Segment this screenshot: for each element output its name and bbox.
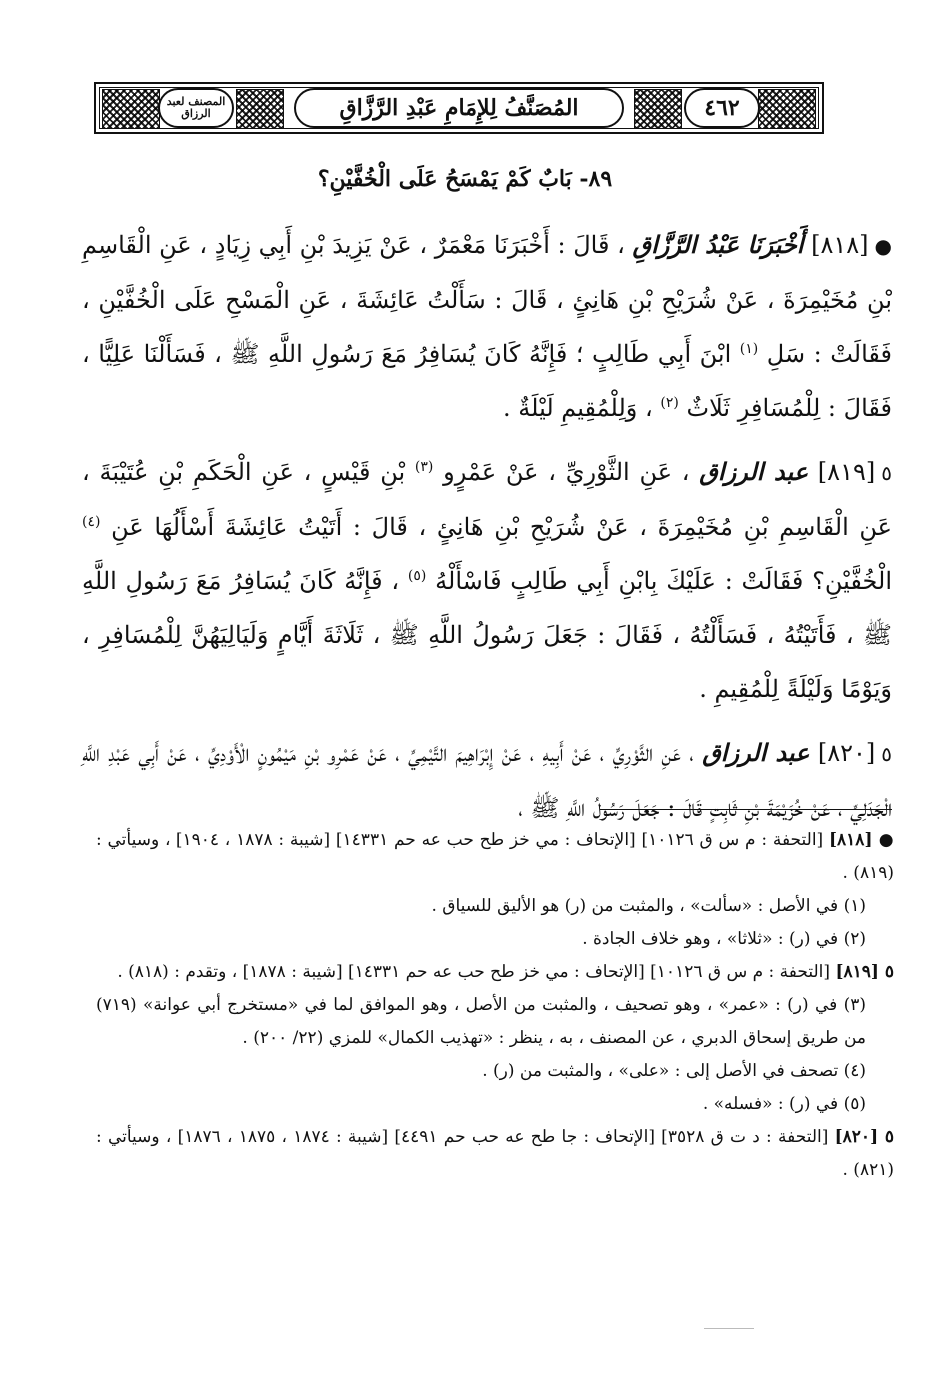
footnote-entry bbox=[96, 1055, 894, 1088]
footnote-entry bbox=[96, 989, 894, 1055]
hadith-text: ، عَنِ الثَّوْرِيِّ ، عَنْ عَمْرٍو bbox=[443, 458, 690, 486]
footnote-tag: ٥ [٨١٩] bbox=[835, 962, 894, 982]
hadith-number: [٨٢٠] bbox=[817, 739, 876, 767]
book-logo-text: المصنف لعبد الرزاق bbox=[166, 95, 226, 120]
footnote-entry bbox=[96, 824, 894, 890]
hadith-lead: عبد الرزاق bbox=[702, 738, 810, 767]
chapter-heading: ٨٩- بَابٌ كَمْ يَمْسَحُ عَلَى الْخُفَّيْنِ؟ bbox=[317, 166, 613, 192]
book-logo bbox=[158, 88, 234, 128]
footnote-ref[interactable]: (٣) bbox=[414, 459, 434, 475]
ornament-band-left bbox=[102, 89, 160, 129]
hadith-text: الْخُفَّيْنِ؟ فَقَالَتْ : عَلَيْكَ بِابْنِ أَبِي طَالِبٍ فَاسْأَلْهُ bbox=[435, 567, 892, 595]
ornament-band-inner-right bbox=[634, 89, 682, 129]
hadith-819 bbox=[82, 445, 892, 716]
ornament-band-inner-left bbox=[236, 89, 284, 129]
footnote-entry bbox=[96, 923, 894, 956]
hadith-text: ، قَالَ : أَخْبَرَنَا مَعْمَرٌ ، عَنْ يَزِيدَ بْنِ أَبِي زِيَادٍ ، عَنِ الْقَاسِمِ بْنِ مُخَيْمِرَةَ ، عَنْ شُرَيْحِ بْنِ هَانِئٍ ، قَالَ : سَأَلْتُ عَائِشَةَ ، عَنِ الْمَسْحِ عَلَى الْخُفَّيْنِ ، فَقَالَتْ : سَلِ bbox=[82, 231, 893, 368]
footnote-ref[interactable]: (١) bbox=[739, 341, 759, 357]
hadith-text: ، فَإِنَّهُ كَانَ يُسَافِرُ مَعَ رَسُولِ اللَّهِ ﷺ ، فَأَتَيْتُهُ ، فَسَأَلْتُهُ ، فَقَالَ : جَعَلَ رَسُولُ اللَّهِ ﷺ ، ثَلَاثَةَ أَيَّامٍ وَلَيَالِيَهُنَّ لِلْمُسَافِرِ ، وَيَوْمًا وَلَيْلَةً لِلْمُقِيمِ . bbox=[82, 567, 892, 703]
footnote-divider bbox=[600, 809, 892, 810]
page-header bbox=[94, 82, 824, 134]
footnote-text: (٢) في (ر) : «ثلاثا» ، وهو خلاف الجادة . bbox=[582, 929, 866, 949]
footnote-entry bbox=[96, 1088, 894, 1121]
footnote-text: [التحفة : د ت ق ٣٥٢٨] [الإتحاف : جا طح عه حب حم ٤٤٩١] [شيبة : ١٨٧٤ ، ١٨٧٥ ، ١٨٧٦] ، وسيأتي : (٨٢١) . bbox=[96, 1127, 894, 1180]
hadith-text: ، عَنِ الثَّوْرِيِّ ، عَنْ أَبِيهِ ، عَنْ إِبْرَاهِيمَ التَّيْمِيِّ ، عَنْ عَمْرِو بْنِ مَيْمُونٍ الْأَوْدِيِّ ، عَنْ أَبِي عَبْدِ اللَّهِ الْجَدَلِيِّ ، عَنْ خُزَيْمَةَ بْنِ ثَابِتٍ قَالَ : جَعَلَ رَسُولُ اللَّهِ ﷺ ، bbox=[82, 739, 892, 822]
hadith-818 bbox=[82, 218, 892, 435]
footnote-entry bbox=[96, 1121, 894, 1187]
hadith-number: [٨١٨] bbox=[811, 231, 869, 259]
hadith-marker: ٥ bbox=[881, 461, 892, 485]
footnote-text: (٤) تصحف في الأصل إلى : «على» ، والمثبت من (ر) . bbox=[482, 1061, 866, 1081]
main-text bbox=[82, 218, 892, 845]
footnote-tag: ٥ [٨٢٠] bbox=[834, 1127, 894, 1147]
footnote-text: [التحفة : م س ق ١٠١٢٦] [الإتحاف : مي خز طح حب عه حم ١٤٣٣١] [شيبة : ١٨٧٨] ، وتقدم : (٨١٨) . bbox=[117, 962, 831, 982]
hadith-marker: ٥ bbox=[881, 742, 892, 766]
hadith-lead: أَخْبَرَنَا عَبْدُ الرَّزَّاقِ bbox=[632, 230, 804, 259]
ornament-band-right bbox=[758, 89, 816, 129]
footnote-text: [التحفة : م س ق ١٠١٢٦] [الإتحاف : مي خز طح حب عه حم ١٤٣٣١] [شيبة : ١٨٧٨ ، ١٩٠٤] ، وسيأتي : (٨١٩) . bbox=[96, 830, 894, 883]
footnotes bbox=[96, 824, 894, 1187]
footnote-text: (٥) في (ر) : «فسله» . bbox=[702, 1094, 866, 1114]
hadith-text: ابْنَ أَبِي طَالِبٍ ؛ فَإِنَّهُ كَانَ يُسَافِرُ مَعَ رَسُولِ اللَّهِ ﷺ ، فَسَأَلْنَا عَلِيًّا ، فَقَالَ : لِلْمُسَافِرِ ثَلَاثٌ bbox=[82, 340, 892, 422]
footnote-ref[interactable]: (٤) bbox=[82, 514, 101, 530]
footnote-text: (٣) في (ر) : «عمر» ، وهو تصحيف ، والمثبت من الأصل ، وهو الموافق لما في «مستخرج أبي عوانة» (٧١٩) من طريق إسحاق الدبري ، عن المصنف ، به ، ينظر : «تهذيب الكمال» للمزي (٢٢/ ٢٠٠) . bbox=[96, 995, 866, 1048]
footnote-tag: ● [٨١٨] bbox=[828, 830, 894, 850]
footnote-ref[interactable]: (٢) bbox=[660, 395, 679, 411]
scan-mark bbox=[704, 1328, 754, 1329]
footnote-ref[interactable]: (٥) bbox=[407, 568, 427, 584]
hadith-820 bbox=[82, 726, 892, 835]
running-title: المُصَنَّفُ لِلإِمَامِ عَبْدِ الرَّزَّاقِ bbox=[294, 88, 624, 128]
hadith-marker: ● bbox=[874, 234, 892, 258]
footnote-entry bbox=[96, 890, 894, 923]
footnote-text: (١) في الأصل : «سألت» ، والمثبت من (ر) هو الأليق للسياق . bbox=[431, 896, 866, 916]
hadith-lead: عبد الرزاق bbox=[699, 457, 809, 486]
footnote-entry bbox=[96, 956, 894, 989]
hadith-text: ، وَلِلْمُقِيمِ لَيْلَةٌ . bbox=[503, 394, 653, 422]
hadith-number: [٨١٩] bbox=[817, 458, 876, 486]
hadith-text: بْنِ قَيْسٍ ، عَنِ الْحَكَمِ بْنِ عُتَيْبَةَ ، عَنِ الْقَاسِمِ بْنِ مُخَيْمِرَةَ ، عَنْ شُرَيْحِ بْنِ هَانِئٍ ، قَالَ : أَتَيْتُ عَائِشَةَ أَسْأَلُهَا عَنِ bbox=[82, 458, 892, 541]
page-number: ٤٦٢ bbox=[684, 88, 760, 128]
